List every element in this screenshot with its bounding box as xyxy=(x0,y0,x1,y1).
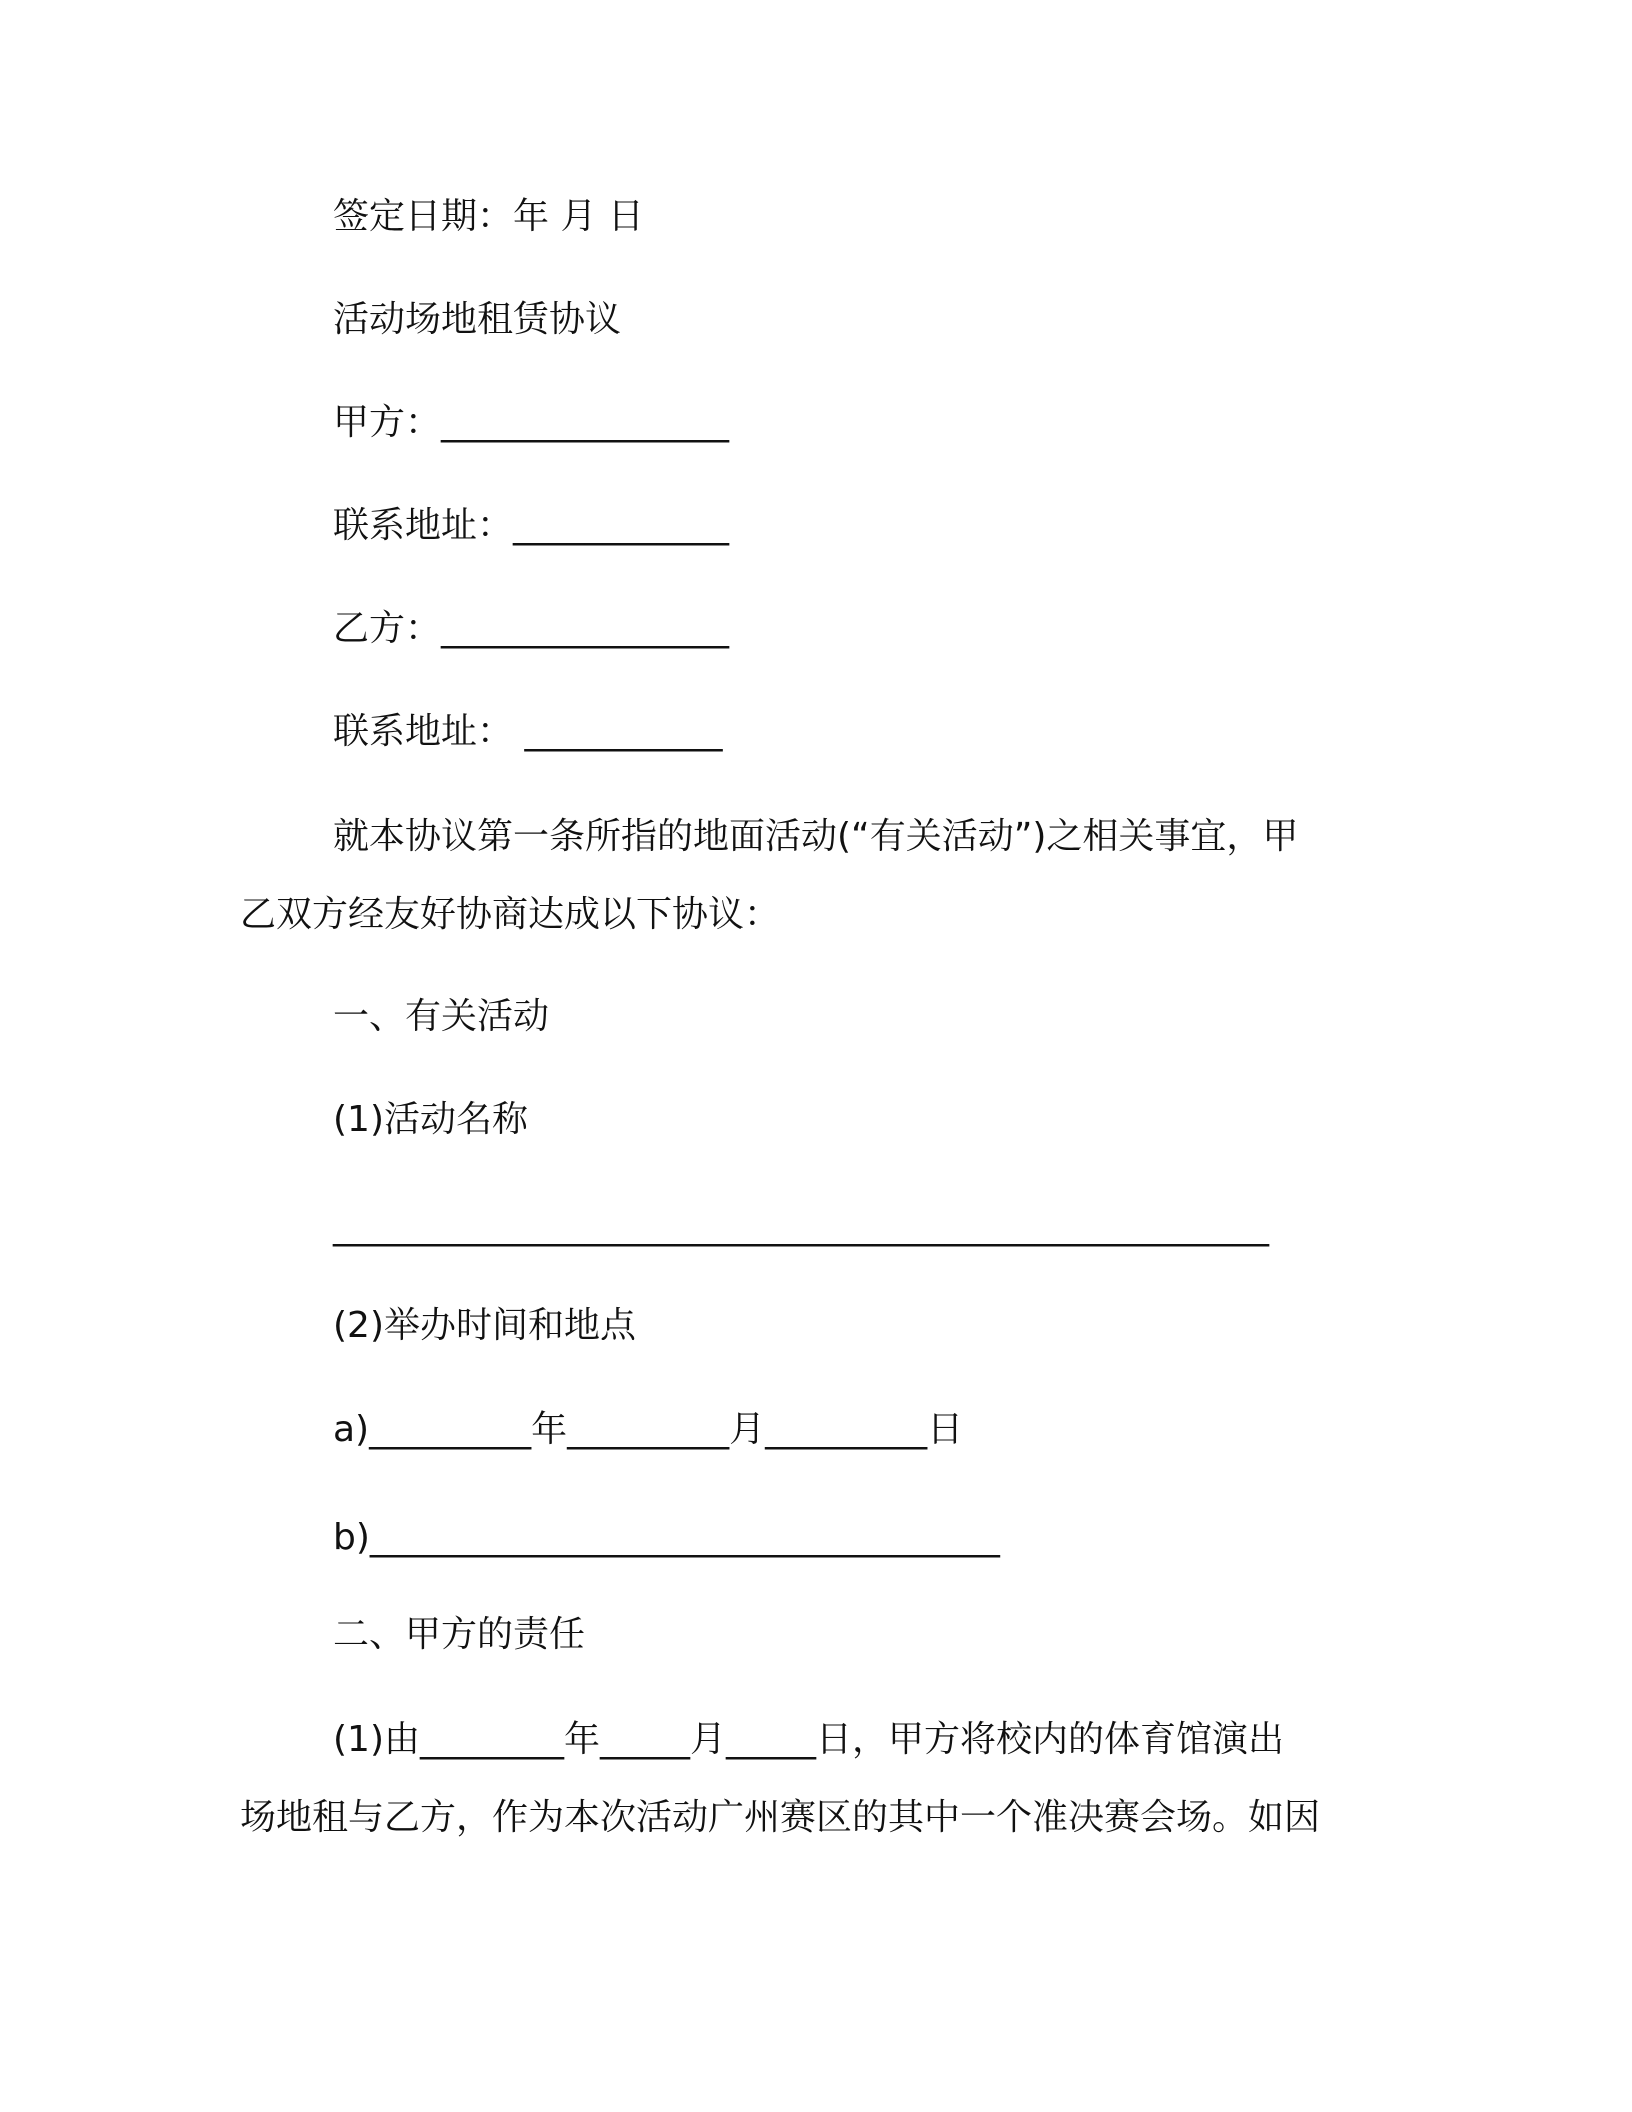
section-two-heading: 二、甲方的责任 xyxy=(333,1614,586,1655)
agreement-title: 活动场地租赁协议 xyxy=(333,299,622,340)
activity-name-blank: ____________________________________________________ xyxy=(333,1206,1269,1247)
party-a-duty-line-2: 场地租与乙方，作为本次活动广州赛区的其中一个准决赛会场。如因 xyxy=(240,1797,1321,1838)
signing-date-line: 签定日期：年 月 日 xyxy=(333,196,644,237)
time-place-label: (2)举办时间和地点 xyxy=(333,1305,636,1346)
party-b-address-line: 联系地址： ___________ xyxy=(333,711,723,752)
intro-paragraph-line-2: 乙双方经友好协商达成以下协议： xyxy=(240,894,781,935)
party-a-address-line: 联系地址：____________ xyxy=(333,505,730,546)
intro-paragraph-line-1: 就本协议第一条所指的地面活动(“有关活动”)之相关事宜，甲 xyxy=(333,816,1299,857)
party-a-line: 甲方：________________ xyxy=(333,402,730,443)
activity-name-label: (1)活动名称 xyxy=(333,1099,528,1140)
party-b-line: 乙方：________________ xyxy=(333,608,730,649)
place-blank-line: b)___________________________________ xyxy=(333,1517,1000,1558)
party-a-duty-line-1: (1)由________年_____月_____日，甲方将校内的体育馆演出 xyxy=(333,1719,1284,1760)
section-one-heading: 一、有关活动 xyxy=(333,996,550,1037)
date-blank-line: a)_________年_________月_________日 xyxy=(333,1409,964,1450)
